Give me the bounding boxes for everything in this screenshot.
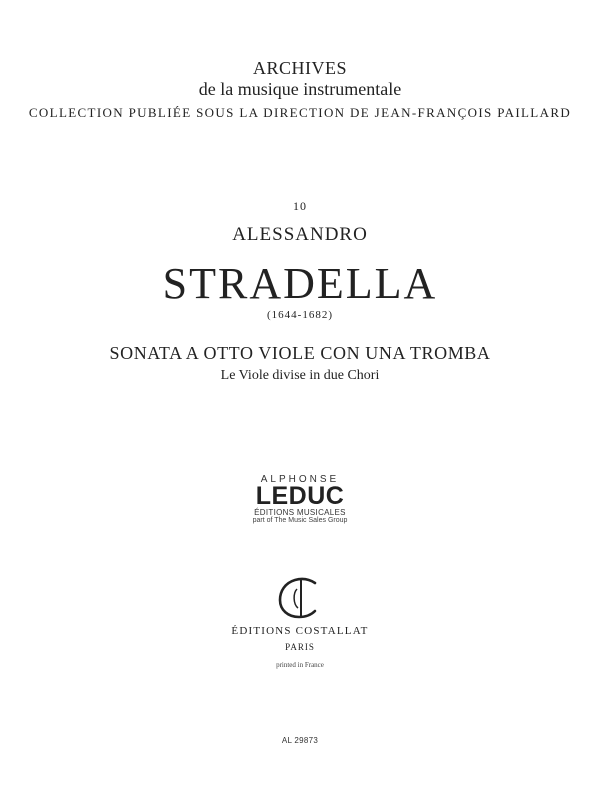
collection-line: COLLECTION PUBLIÉE SOUS LA DIRECTION DE JEAN-FRANÇOIS PAILLARD [28,105,572,120]
work-title: SONATA A OTTO VIOLE CON UNA TROMBA [109,343,491,363]
costallat-name: ÉDITIONS COSTALLAT [231,625,369,637]
work-subtitle: Le Viole divise in due Chori [220,368,380,383]
series-subtitle: de la musique instrumentale [198,79,402,99]
costallat-city: PARIS [285,642,315,652]
volume-number: 10 [293,199,307,213]
publisher-logo-top: ALPHONSE [260,474,340,485]
composer-first-name: ALESSANDRO [232,224,368,245]
printed-line: printed in France [276,661,324,669]
publisher-subline: ÉDITIONS MUSICALES [254,508,346,517]
costallat-logo [271,575,329,623]
publisher-logo-main: LEDUC [255,482,345,510]
composer-dates: (1644-1682) [267,309,333,321]
catalog-number: AL 29873 [281,736,319,745]
costallat-c-icon [271,575,329,623]
series-title: ARCHIVES [252,58,347,78]
composer-last-name: STRADELLA [162,259,438,308]
publisher-group: part of The Music Sales Group [252,517,348,524]
